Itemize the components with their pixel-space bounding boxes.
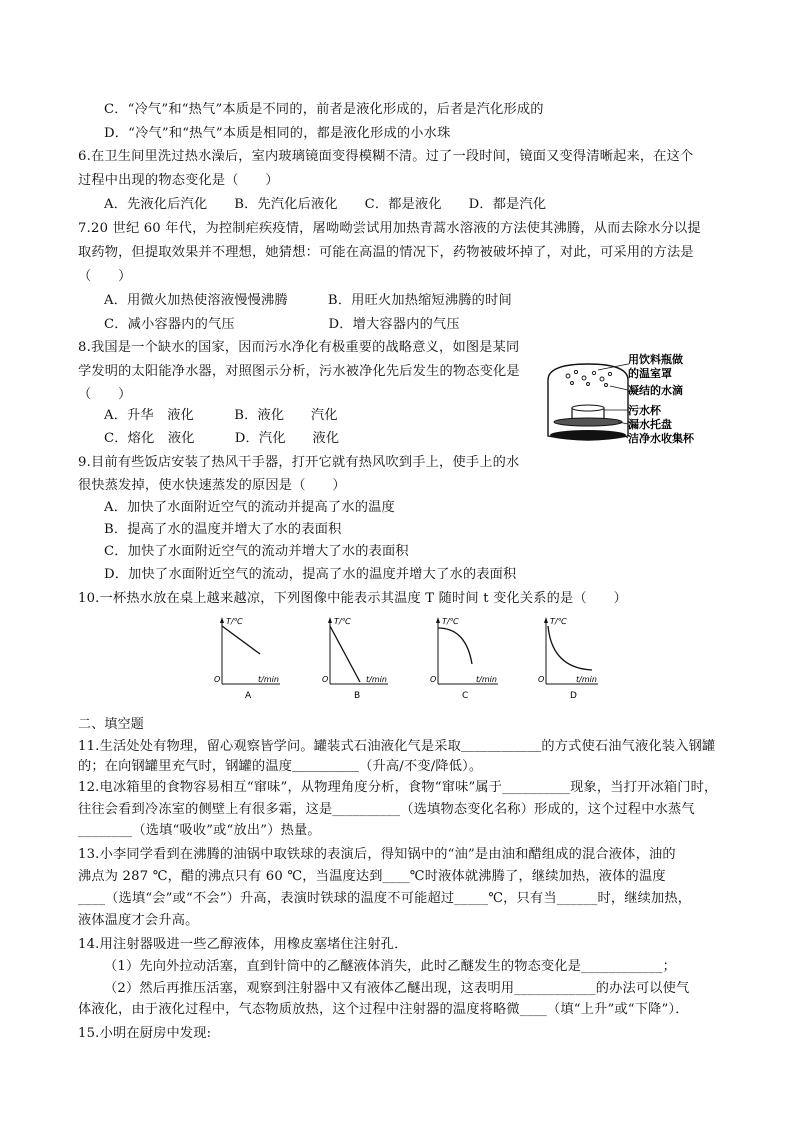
q12-line-3: ________（选填“吸收”或“放出”）热量。 [78, 823, 321, 838]
q11-line-2: 的；在向钢罐里充气时，钢罐的温度＿＿＿＿＿（升高/不变/降低）。 [78, 759, 483, 774]
graph-c-ylabel: T/℃ [442, 617, 459, 626]
graph-d-caption: D [570, 691, 577, 701]
label-greenhouse-cover-2: 的温室罩 [628, 367, 672, 380]
solar-water-purifier-figure [538, 350, 738, 450]
q9-option-d: D．加快了水面附近空气的流动，提高了水的温度并增大了水的表面积 [104, 567, 517, 582]
label-condensed-droplets: 凝结的水滴 [628, 384, 683, 397]
q12-line-2: 往往会看到冷冻室的侧壁上有很多霜，这是__________（选填物态变化名称）形成的，这个过程中水蒸气 [78, 802, 695, 817]
q10-stem: 10.一杯热水放在桌上越来越凉，下列图像中能表示其温度 T 随时间 t 变化关系的是（ ） [78, 591, 627, 606]
graph-c-origin: O [430, 675, 437, 684]
q7-stem-line-1: 7.20 世纪 60 年代，为控制疟疾疫情，屠呦呦尝试用加热青蒿水溶液的方法使其沸腾，从而去除水分以提 [78, 221, 701, 236]
q8-options-ab: A．升华 液化 B．液化 汽化 [104, 408, 338, 423]
q13-line-3: ____（选填“会”或“不会”）升高，表演时铁球的温度不可能超过_____℃，只有当______时，继续加热， [78, 891, 692, 906]
q6-options: A．先液化后汽化 B．先汽化后液化 C．都是液化 D．都是汽化 [104, 197, 547, 212]
q8-options-cd: C．熔化 液化 D．汽化 液化 [104, 431, 340, 446]
temperature-time-graphs [200, 612, 600, 702]
graph-c-caption: C [462, 691, 469, 701]
graph-a-caption: A [245, 691, 252, 701]
graph-b-caption: B [354, 691, 361, 701]
q14-stem: 14.用注射器吸进一些乙醇液体，用橡皮塞堵住注射孔． [78, 937, 408, 952]
q5-option-c: C．“冷气”和“热气”本质是不同的，前者是液化形成的，后者是汽化形成的 [104, 102, 544, 117]
graph-b-ylabel: T/℃ [334, 617, 351, 626]
q7-options-cd: C．减小容器内的气压 D．增大容器内的气压 [104, 317, 460, 332]
q13-line-4: 液体温度才会升高。 [78, 913, 199, 928]
graph-a-xlabel: t/min [258, 675, 279, 684]
graph-a-ylabel: T/℃ [226, 617, 243, 626]
q7-stem-line-2: 取药物，但提取效果并不理想，她猜想：可能在高温的情况下，药物被破坏掉了，对此，可采用的方法是 [78, 245, 694, 260]
q5-option-d: D．“冷气”和“热气”本质是相同的，都是液化形成的小水珠 [104, 126, 451, 141]
label-sewage-cup: 污水杯 [628, 404, 661, 417]
q13-line-1: 13.小李同学看到在沸腾的油锅中取铁球的表演后，得知锅中的“油”是由油和醋组成的混合液体，油的 [78, 847, 676, 862]
q6-stem-line-2: 过程中出现的物态变化是（ ） [78, 173, 279, 188]
q14-part-1: （1）先向外拉动活塞，直到针筒中的乙醚液体消失，此时乙醚发生的物态变化是____________； [104, 959, 677, 974]
label-greenhouse-cover-1: 用饮料瓶做 [628, 353, 683, 366]
graph-d-xlabel: t/min [576, 675, 597, 684]
q9-option-a: A．加快了水面附近空气的流动并提高了水的温度 [104, 500, 395, 515]
q8-stem-line-1: 8.我国是一个缺水的国家，因而污水净化有极重要的战略意义，如图是某同 [78, 340, 520, 355]
q11-line-1: 11.生活处处有物理，留心观察皆学问。罐装式石油液化气是采取＿＿＿＿＿＿的方式使石油气液化装入钢罐 [78, 739, 716, 754]
q9-stem-line-1: 9.目前有些饭店安装了热风干手器，打开它就有热风吹到手上，使手上的水 [78, 455, 520, 470]
graph-b-origin: O [322, 675, 329, 684]
q9-option-c: C．加快了水面附近空气的流动并增大了水的表面积 [104, 544, 409, 559]
q15-stem: 15.小明在厨房中发现: [78, 1026, 212, 1041]
label-clean-water-cup: 洁净水收集杯 [628, 432, 694, 445]
section-title-fill-in: 二、填空题 [78, 717, 145, 732]
graph-a-origin: O [214, 675, 221, 684]
q6-stem-line-1: 6.在卫生间里洗过热水澡后，室内玻璃镜面变得模糊不清。过了一段时间，镜面又变得清晰起来，在这个 [78, 149, 694, 164]
q9-stem-line-2: 很快蒸发掉，使水快速蒸发的原因是（ ） [78, 478, 346, 493]
q9-option-b: B．提高了水的温度并增大了水的表面积 [104, 522, 342, 537]
graph-b-xlabel: t/min [366, 675, 387, 684]
q8-stem-line-3: （ ） [78, 387, 132, 402]
q7-stem-line-3: （ ） [78, 269, 132, 284]
q13-line-2: 沸点为 287 ℃，醋的沸点只有 60 ℃，当温度达到____℃时液体就沸腾了，继续加热，液体的温度 [78, 869, 666, 884]
q14-part-2-line-2: 体液化，由于液化过程中，气态物质放热，这个过程中注射器的温度将略微____（填“上升”或“下降”）． [78, 1002, 689, 1017]
graph-d-origin: O [538, 675, 545, 684]
q8-stem-line-2: 学发明的太阳能净水器，对照图示分析，污水被净化先后发生的物态变化是 [78, 364, 520, 379]
label-drip-tray: 漏水托盘 [628, 418, 672, 431]
graph-d-ylabel: T/℃ [550, 617, 567, 626]
q7-options-ab: A．用微火加热使溶液慢慢沸腾 B．用旺火加热缩短沸腾的时间 [104, 293, 512, 308]
graph-c-xlabel: t/min [476, 675, 497, 684]
q12-line-1: 12.电冰箱里的食物容易相互“窜味”，从物理角度分析，食物“窜味”属于__________现象，当打开冰箱门时， [78, 780, 718, 795]
q14-part-2-line-1: （2）然后再推压活塞，观察到注射器中又有液体乙醚出现，这表明用____________的办法可以使气 [104, 981, 690, 996]
